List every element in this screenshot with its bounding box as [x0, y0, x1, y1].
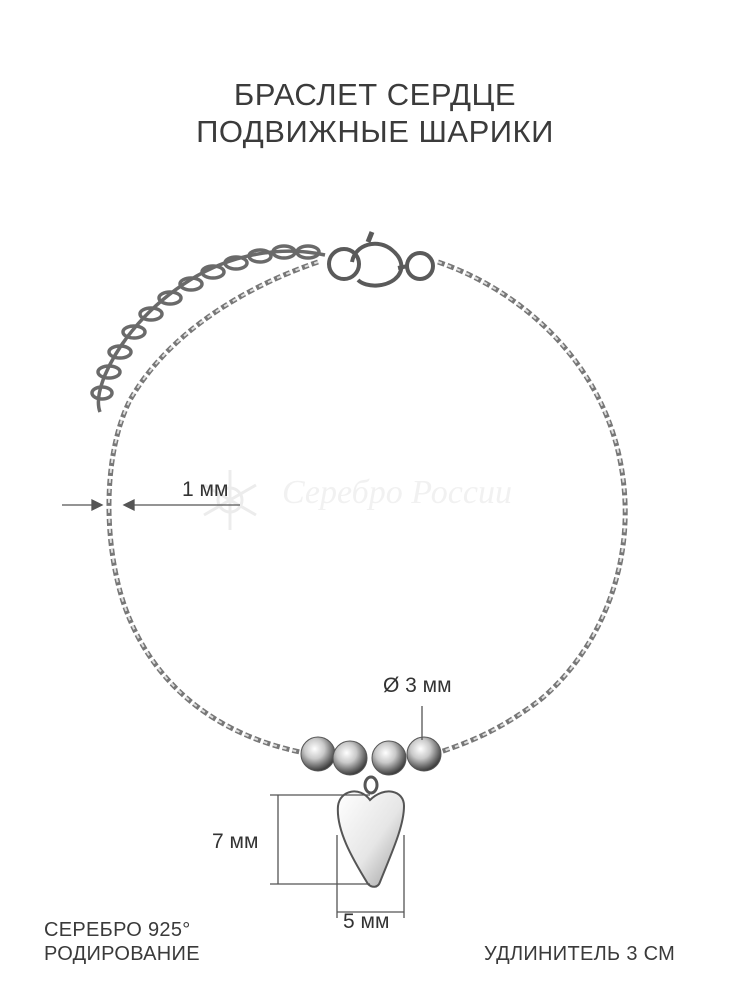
finish-label: РОДИРОВАНИЕ	[44, 943, 200, 965]
bead-1	[301, 737, 335, 771]
material-info	[44, 918, 200, 966]
heart-pendant-icon	[338, 777, 404, 887]
bead-3	[372, 741, 406, 775]
lobster-clasp-icon	[329, 232, 433, 286]
bead-4	[407, 737, 441, 771]
extender-chain	[92, 246, 325, 412]
beads	[301, 737, 441, 775]
title-line-2: ПОДВИЖНЫЕ ШАРИКИ	[196, 114, 554, 149]
title-line-1: БРАСЛЕТ СЕРДЦЕ	[233, 77, 517, 112]
bead-diameter-label: Ø 3 мм	[383, 674, 452, 697]
pendant-height-label: 7 мм	[212, 830, 259, 853]
material-label: СЕРЕБРО 925°	[44, 919, 191, 941]
pendant-width-label: 5 мм	[343, 910, 390, 933]
watermark-text: Серебро России	[282, 474, 512, 511]
bead-2	[333, 741, 367, 775]
bracelet-chain	[109, 262, 625, 752]
chain-thickness-label: 1 мм	[182, 478, 229, 501]
extension-label: УДЛИНИТЕЛЬ 3 СМ	[484, 943, 676, 965]
